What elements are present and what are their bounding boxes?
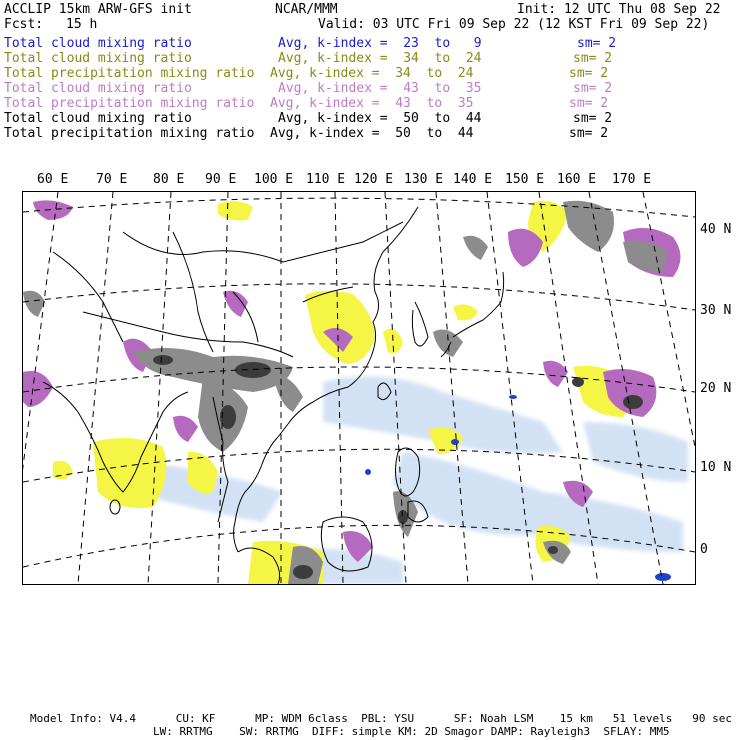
field-name: Total cloud mixing ratio: [4, 81, 192, 96]
forecast-label: Fcst:: [4, 17, 44, 32]
cloud-map-svg: [23, 192, 695, 584]
latitude-label: 40 N: [700, 222, 732, 237]
field-smoothing: sm= 2: [573, 81, 613, 96]
valid-time: Valid: 03 UTC Fri 09 Sep 22 (12 KST Fri 09 Sep 22): [318, 17, 710, 32]
field-name: Total precipitation mixing ratio: [4, 66, 255, 81]
field-name: Total cloud mixing ratio: [4, 111, 192, 126]
latitude-label: 20 N: [700, 381, 732, 396]
longitude-label: 110 E: [306, 172, 346, 187]
longitude-label: 130 E: [404, 172, 444, 187]
field-smoothing: sm= 2: [569, 66, 609, 81]
field-name: Total cloud mixing ratio: [4, 36, 192, 51]
longitude-label: 100 E: [254, 172, 294, 187]
longitude-label: 60 E: [37, 172, 69, 187]
field-avg-k: Avg, k-index = 34 to 24: [270, 66, 474, 81]
model-title: ACCLIP 15km ARW-GFS init: [4, 2, 192, 17]
init-time: Init: 12 UTC Thu 08 Sep 22: [517, 2, 721, 17]
field-avg-k: Avg, k-index = 23 to 9: [278, 36, 482, 51]
longitude-label: 90 E: [205, 172, 237, 187]
longitude-label: 70 E: [96, 172, 128, 187]
field-avg-k: Avg, k-index = 34 to 24: [278, 51, 482, 66]
field-avg-k: Avg, k-index = 50 to 44: [278, 111, 482, 126]
model-info: Model Info: V4.4 CU: KF MP: WDM 6class PBL: YSU SF: Noah LSM 15 km 51 levels 90 sec: [30, 712, 732, 725]
latitude-label: 10 N: [700, 460, 732, 475]
field-smoothing: sm= 2: [573, 51, 613, 66]
map-panel: [22, 191, 696, 585]
forecast-hour: 15 h: [66, 17, 98, 32]
longitude-label: 170 E: [612, 172, 652, 187]
longitude-label: 120 E: [354, 172, 394, 187]
field-avg-k: Avg, k-index = 50 to 44: [270, 126, 474, 141]
field-avg-k: Avg, k-index = 43 to 35: [270, 96, 474, 111]
organization: NCAR/MMM: [275, 2, 338, 17]
longitude-label: 150 E: [505, 172, 545, 187]
field-name: Total precipitation mixing ratio: [4, 96, 255, 111]
longitude-label: 140 E: [453, 172, 493, 187]
field-avg-k: Avg, k-index = 43 to 35: [278, 81, 482, 96]
field-smoothing: sm= 2: [573, 111, 613, 126]
field-smoothing: sm= 2: [569, 126, 609, 141]
latitude-label: 30 N: [700, 303, 732, 318]
latitude-label: 0: [700, 542, 708, 557]
model-physics-info: LW: RRTMG SW: RRTMG DIFF: simple KM: 2D Smagor DAMP: Rayleigh3 SFLAY: MM5: [153, 725, 670, 738]
field-smoothing: sm= 2: [569, 96, 609, 111]
longitude-label: 160 E: [557, 172, 597, 187]
field-name: Total precipitation mixing ratio: [4, 126, 255, 141]
field-name: Total cloud mixing ratio: [4, 51, 192, 66]
field-smoothing: sm= 2: [577, 36, 617, 51]
longitude-label: 80 E: [153, 172, 185, 187]
